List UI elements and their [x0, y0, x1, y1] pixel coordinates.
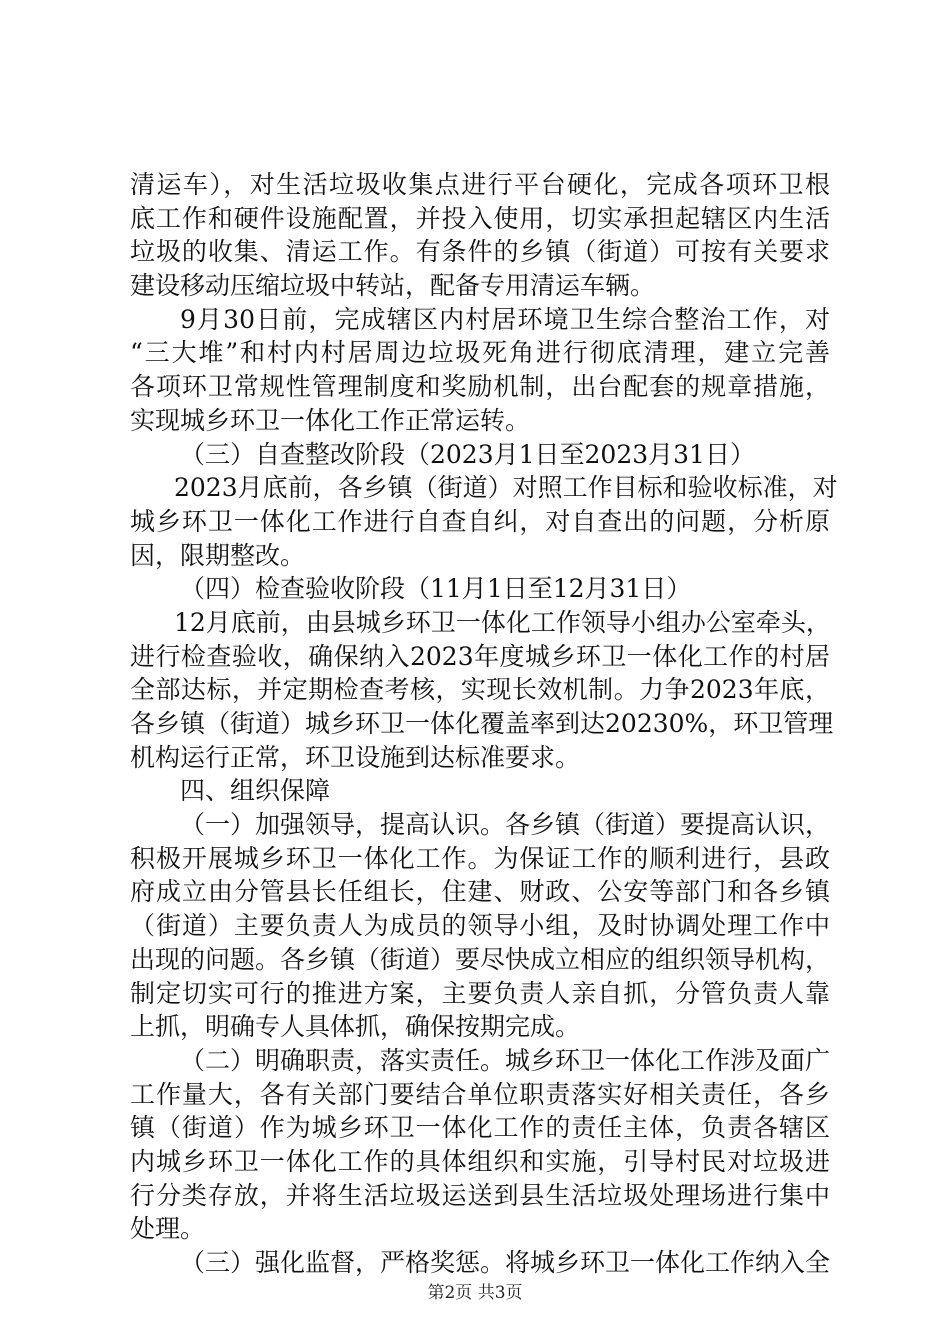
- paragraph-line: 府成立由分管县长任组长，住建、财政、公安等部门和各乡镇: [130, 877, 830, 907]
- paragraph-line: 清运车），对生活垃圾收集点进行平台硬化，完成各项环卫根: [130, 170, 830, 199]
- paragraph-line: 行分类存放，并将生活垃圾运送到县生活垃圾处理场进行集中: [130, 1180, 830, 1210]
- section-heading: （四）检查验收阶段（11月1日至12月31日）: [180, 574, 692, 604]
- paragraph-line: 2023月底前，各乡镇（街道）对照工作目标和验收标准，对: [174, 473, 838, 503]
- paragraph-line: 上抓，明确专人具体抓，确保按期完成。: [130, 1012, 581, 1042]
- paragraph-line: 实现城乡环卫一体化工作正常运转。: [130, 405, 531, 435]
- paragraph-line: 各项环卫常规性管理制度和奖励机制，出台配套的规章措施，: [130, 372, 830, 402]
- paragraph-line: 机构运行正常，环卫设施到达标准要求。: [130, 742, 581, 772]
- paragraph-line: 建设移动压缩垃圾中转站，配备专用清运车辆。: [130, 271, 656, 301]
- paragraph-line: （二）明确职责，落实责任。城乡环卫一体化工作涉及面广: [180, 1045, 831, 1075]
- section-heading: （三）自查整改阶段（2023月1日至2023月31日）: [180, 439, 755, 469]
- paragraph-line: 全部达标，并定期检查考核，实现长效机制。力争2023年底，: [130, 675, 830, 705]
- paragraph-line: 处理。: [130, 1214, 206, 1244]
- paragraph-line: 镇（街道）作为城乡环卫一体化工作的责任主体，负责各辖区: [130, 1113, 830, 1143]
- paragraph-line: 制定切实可行的推进方案，主要负责人亲自抓，分管负责人靠: [130, 978, 830, 1008]
- paragraph-line: （街道）主要负责人为成员的领导小组，及时协调处理工作中: [130, 911, 830, 941]
- paragraph-line: 底工作和硬件设施配置，并投入使用，切实承担起辖区内生活: [130, 203, 830, 233]
- page-number-footer: 第2页 共3页: [427, 1283, 523, 1303]
- paragraph-line: “三大堆”和村内村居周边垃圾死角进行彻底清理，建立完善: [130, 338, 830, 368]
- paragraph-line: 工作量大，各有关部门要结合单位职责落实好相关责任，各乡: [130, 1079, 830, 1109]
- paragraph-line: 各乡镇（街道）城乡环卫一体化覆盖率到达20230%，环卫管理: [130, 709, 834, 738]
- paragraph-line: 因，限期整改。: [130, 540, 306, 570]
- paragraph-line: （三）强化监督，严格奖惩。将城乡环卫一体化工作纳入全: [180, 1248, 831, 1277]
- paragraph-line: 积极开展城乡环卫一体化工作。为保证工作的顺利进行，县政: [130, 843, 830, 873]
- paragraph-line: （一）加强领导，提高认识。各乡镇（街道）要提高认识，: [180, 810, 831, 840]
- paragraph-line: 城乡环卫一体化工作进行自查自纠，对自查出的问题，分析原: [130, 506, 830, 536]
- document-body: [130, 168, 838, 1280]
- paragraph-line: 12月底前，由县城乡环卫一体化工作领导小组办公室牵头，: [174, 607, 831, 637]
- paragraph-line: 内城乡环卫一体化工作的具体组织和实施，引导村民对垃圾进: [130, 1146, 830, 1176]
- paragraph-line: 出现的问题。各乡镇（街道）要尽快成立相应的组织领导机构，: [130, 944, 831, 974]
- paragraph-line: 进行检查验收，确保纳入2023年度城乡环卫一体化工作的村居: [130, 641, 830, 671]
- section-heading: 四、组织保障: [180, 776, 331, 806]
- paragraph-line: 9月30日前，完成辖区内村居环境卫生综合整治工作，对: [180, 304, 830, 334]
- paragraph-line: 垃圾的收集、清运工作。有条件的乡镇（街道）可按有关要求: [130, 237, 830, 267]
